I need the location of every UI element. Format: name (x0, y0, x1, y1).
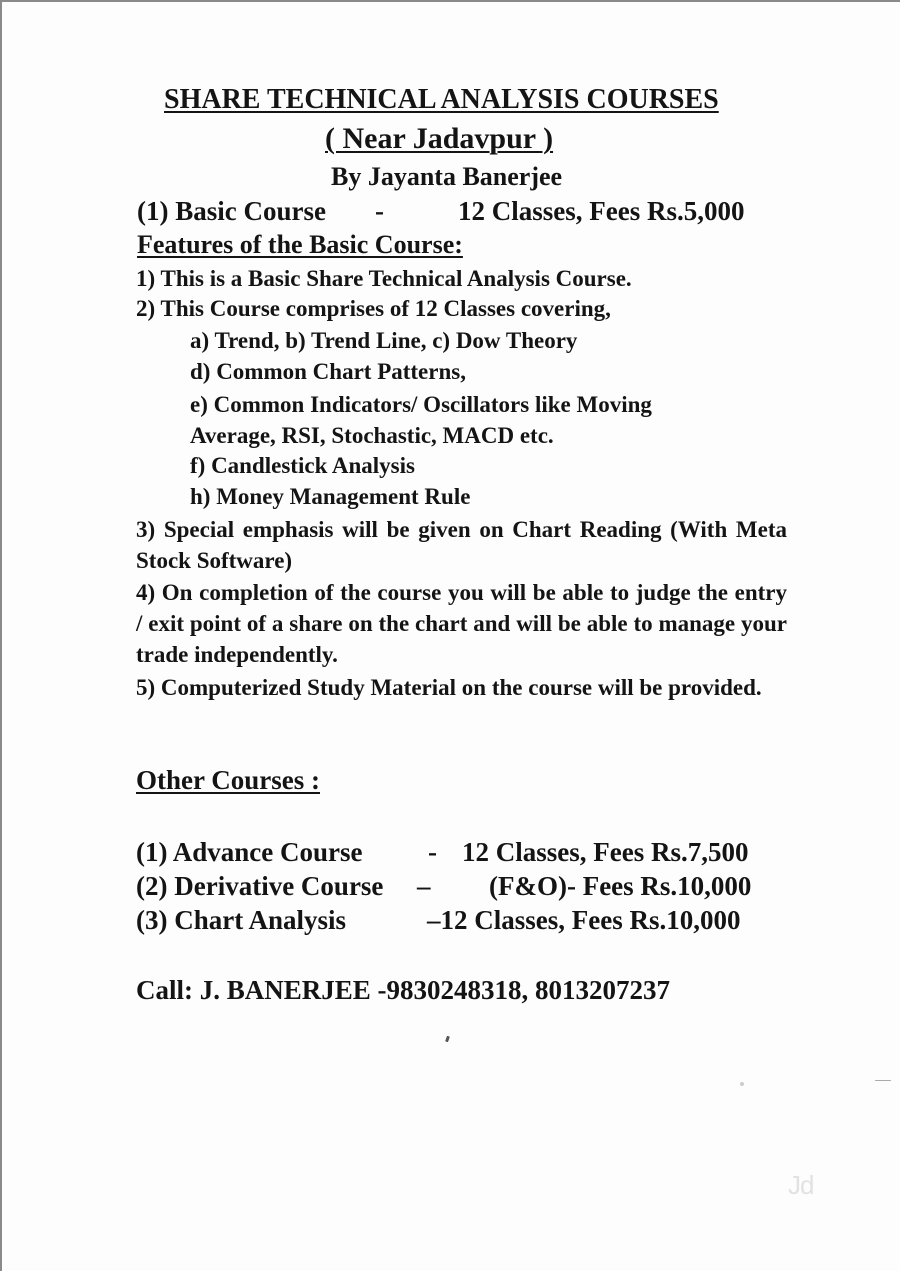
scan-speck (740, 1082, 744, 1086)
page-left-edge (0, 0, 2, 1271)
other-course-separator: – (417, 871, 431, 901)
other-course-details: (F&O)- Fees Rs.10,000 (489, 871, 752, 901)
other-course-separator: - (428, 837, 437, 867)
topic-item: Average, RSI, Stochastic, MACD etc. (190, 423, 554, 448)
watermark-logo: Jd (788, 1170, 814, 1200)
topic-item: h) Money Management Rule (190, 484, 471, 509)
author-line: By Jayanta Banerjee (331, 162, 563, 191)
other-course-details: –12 Classes, Fees Rs.10,000 (427, 905, 741, 935)
feature-point-2: 2) This Course comprises of 12 Classes covering, (136, 296, 611, 321)
feature-point-4: 4) On completion of the course you will be able to judge the entry / exit point of a share on the chart and will be able to manage your trade independently. (136, 580, 787, 667)
scan-speck (875, 1080, 891, 1081)
feature-point-1: 1) This is a Basic Share Technical Analysis Course. (136, 266, 632, 291)
location-subtitle: ( Near Jadavpur ) (325, 122, 554, 155)
topic-item: d) Common Chart Patterns, (190, 359, 466, 384)
other-course-name: (3) Chart Analysis (136, 905, 347, 935)
document-title: SHARE TECHNICAL ANALYSIS COURSES (164, 84, 719, 115)
scan-speck (445, 1036, 450, 1043)
other-courses-heading: Other Courses : (136, 765, 320, 795)
topic-item: f) Candlestick Analysis (190, 453, 415, 478)
topic-item: e) Common Indicators/ Oscillators like Moving (190, 392, 652, 417)
other-course-name: (1) Advance Course (136, 837, 363, 867)
basic-course-separator: - (375, 196, 384, 226)
features-heading: Features of the Basic Course: (137, 230, 463, 259)
basic-course-details: 12 Classes, Fees Rs.5,000 (458, 196, 745, 226)
basic-course-name: (1) Basic Course (137, 196, 326, 226)
page-top-edge (0, 0, 900, 2)
feature-point-3: 3) Special emphasis will be given on Chart Reading (With Meta Stock Software) (136, 517, 787, 573)
other-course-name: (2) Derivative Course (136, 871, 384, 901)
feature-point-5: 5) Computerized Study Material on the course will be provided. (136, 675, 762, 700)
other-course-details: 12 Classes, Fees Rs.7,500 (462, 837, 749, 867)
contact-line: Call: J. BANERJEE -9830248318, 8013207237 (136, 975, 671, 1005)
topic-item: a) Trend, b) Trend Line, c) Dow Theory (190, 328, 578, 353)
